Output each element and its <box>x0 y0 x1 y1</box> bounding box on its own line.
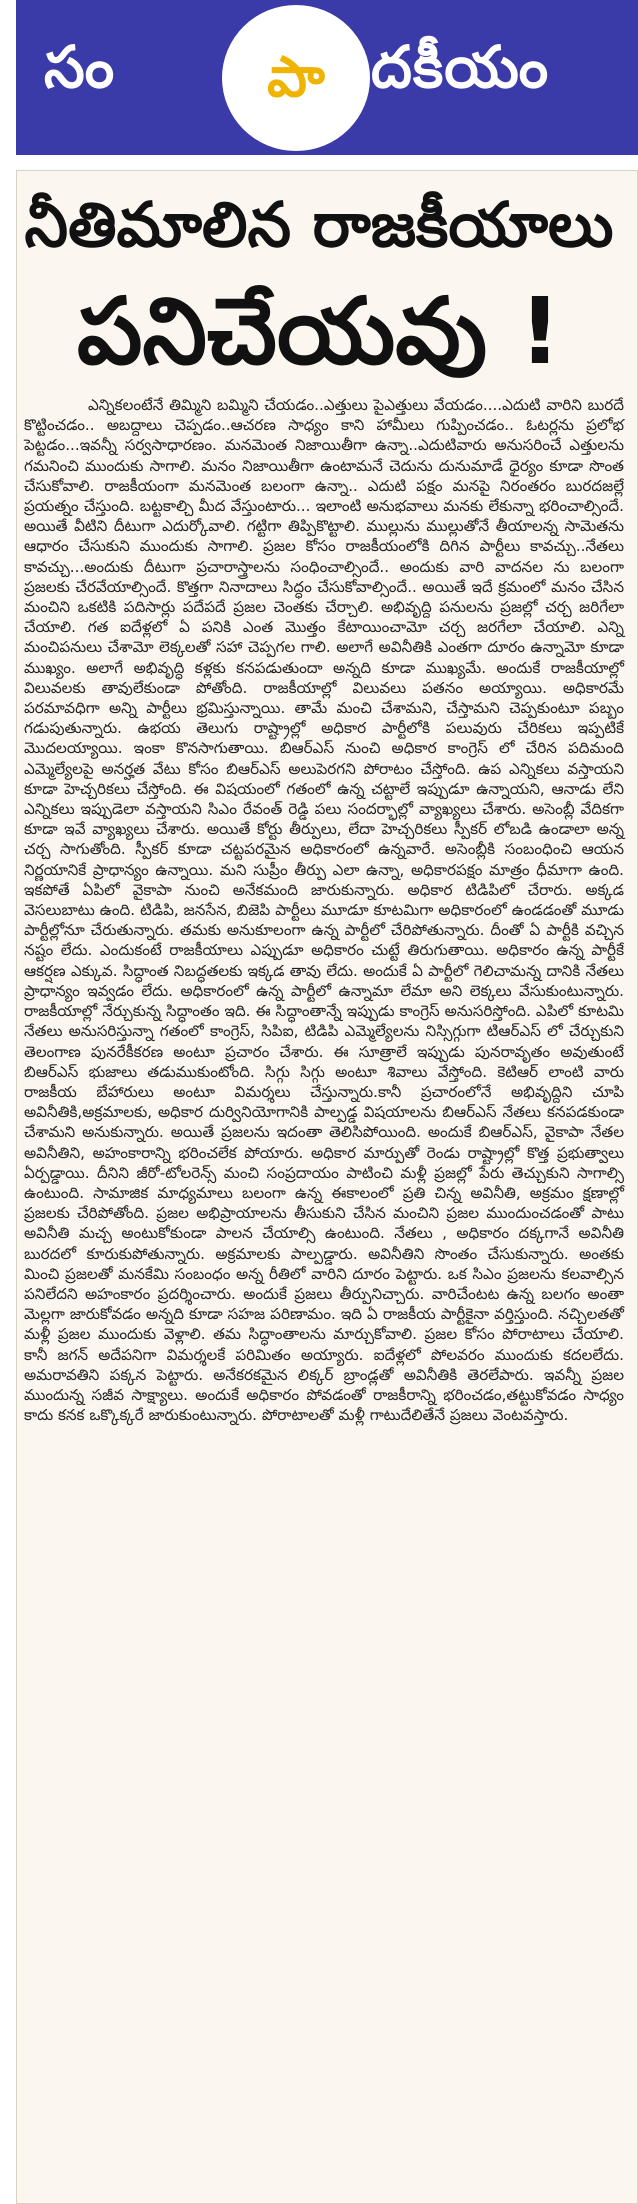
masthead-text-middle: పా <box>267 45 325 110</box>
masthead-text-left: సం <box>44 33 116 101</box>
masthead-circle-emblem <box>222 5 370 151</box>
headline-line-2: పనిచేయవు ! <box>76 278 562 385</box>
headline-line-1: నీతిమాలిన రాజకీయాలు <box>24 188 614 261</box>
article-body <box>24 395 624 1425</box>
article-paragraph: ఎన్నికలంటేనే తిమ్మిని బమ్మిని చేయడం..ఎత్తులు పైఎత్తులు వేయడం....ఎదుటి వారిని బురదే కొట్టించడం.. అబద్దాలు చెప్పడం..ఆచరణ సాధ్యం కాని హామీలు గుప్పించడం.. ఓటర్లను ప్రలోభ పెట్టడం...ఇవన్నీ సర్వసాధారణం. మనమెంత నిజాయితీగా ఉన్నా..ఎదుటివారు అనుసరించే ఎత్తులను గమనించి ముందుకు సాగాలి. మనం నిజాయితీగా ఉంటామనే చెదును దునుమాడే ధైర్యం కూడా సొంత చేసుకోవాలి. రాజకీయంగా మనమెంత బలంగా ఉన్నా.. ఎదుటి పక్షం మనపై నిరంతరం బురదజల్లే ప్రయత్నం చేస్తుంది. బట్టకాల్చి మీద వేస్తుంటారు... ఇలాంటి అనుభవాలు మనకు లేకున్నా భరించాల్సిందే. అయితే వీటిని దీటుగా ఎదుర్కోవాలి. గట్టిగా తిప్పికొట్టాలి. ముల్లును ముల్లుతోనే తీయాలన్న సామెతను ఆధారం చేసుకుని ముందుకు సాగాలి. ప్రజల కోసం రాజకీయంలోకి దిగిన పార్టీలు కావచ్చు..నేతలు కావచ్చు...అందుకు దీటుగా ప్రచారాస్త్రాలను సంధించాల్సిందే.. అందుకు వారి వాదనల ను బలంగా ప్రజలకు చేరవేయాల్సిందే. కొత్తగా నినాదాలు సిద్ధం చేసుకోవాల్సిందే.. అయితే ఇదే క్రమంలో మనం చేసిన మంచిని ఒకటికి పదిసార్లు పదేపదే ప్రజల చెంతకు చేర్చాలి. అభివృద్ది పనులను ప్రజల్లో చర్చ జరిగేలా చేయాలి. గత ఐదేళ్లలో ఏ పనికి ఎంత మొత్తం కేటాయించామో చర్చ జరగేలా చేయాలి. ఎన్ని మంచిపనులు చేశామో లెక్కలతో సహా చెప్పగల గాలి. అలాగే అవినీతికి ఎంతగా దూరం ఉన్నామో కూడా ముఖ్యం. అలాగే అభివృద్ధి కళ్లకు కనపడుతుందా అన్నది కూడా ముఖ్యమే. అందుకే రాజకీయాల్లో విలువలకు తావులేకుండా పోతోంది. రాజకీయాల్లో విలువలు పతనం అయ్యాయి. అధికారమే పరమావధిగా అన్ని పార్టీలు భ్రమిస్తున్నాయి. తామే మంచి చేశామని, చేస్తామని చెప్పకుంటూ పబ్బం గడుపుతున్నారు. ఉభయ తెలుగు రాష్ట్రాల్లో అధికార పార్టీలోకి పలువురు చేరికలు ఇప్పటికే మొదలయ్యాయి. ఇంకా కొనసాగుతాయి. బిఆర్ఎస్ నుంచి అధికార కాంగ్రెస్ లో చేరిన పదిమంది ఎమ్మెల్యేలపై అనర్హత వేటు కోసం బిఆర్ఎస్ అలుపెరగని పోరాటం చేస్తోంది. ఉప ఎన్నికలు వస్తాయని కూడా హెచ్చరికలు చేస్తోంది. ఈ విషయంలో గతంలో ఉన్న చట్టాలే ఇప్పుడూ ఉన్నాయని, ఆనాడు లేని ఎన్నికలు ఇప్పుడెలా వస్తాయని సిఎం రేవంత్ రెడ్డి పలు సందర్భాల్లో వ్యాఖ్యలు చేశారు. అసెంబ్లీ వేదికగా కూడా ఇవే వ్యాఖ్యలు చేశారు. అయితే కోర్టు తీర్పులు, లేదా హెచ్చరికలు స్పీకర్ లోబడి ఉండాలా అన్న చర్చ సాగుతోంది. స్పీకర్ కూడా చట్టపరమైన అధికారంలో ఉన్నవారే. అసెంబ్లీకి సంబంధించి ఆయన నిర్ణయానికే ప్రాధాన్యం ఉన్నాయి. మని సుప్రీం తీర్పు ఎలా ఉన్నా, అధికారపక్షం మాత్రం ధీమాగా ఉంది. ఇకపోతే ఏపిలో వైకాపా నుంచి అనేకమంది జారుకున్నారు. అధికార టిడిపిలో చేరారు. అక్కడ వెసలుబాటు ఉంది. టిడిపి, జనసేన, బిజెపి పార్టీలు మూడూ కూటమిగా అధికారంలో ఉండడంతో మూడు పార్టీల్లోనూ చేరుతున్నారు. తమకు అనుకూలంగా ఉన్న పార్టీలో చేరిపోతున్నారు. దీంతో ఏ పార్టీకి వచ్చిన నష్టం లేదు. ఎందుకంటే రాజకీయాలు ఎప్పుడూ అధికారం చుట్టే తిరుగుతాయి. అధికారం ఉన్న పార్టీకే ఆకర్షణ ఎక్కువ. సిద్ధాంత నిబద్ధతలకు ఇక్కడ తావు లేదు. అందుకే ఏ పార్టీలో గెలిచామన్న దానికి నేతలు ప్రాధాన్యం ఇవ్వడం లేదు. అధికారంలో ఉన్న పార్టీలో ఉన్నామా లేమా అని లెక్కలు వేసుకుంటున్నారు. రాజకీయాల్లో నేర్చుకున్న సిద్ధాంతం ఇది. ఈ సిద్ధాంతాన్నే ఇప్పుడు కాంగ్రెస్ అనుసరిస్తోంది. ఎపిలో కూటమి నేతలు అనుసరిస్తున్నా గతంలో కాంగ్రెస్, సిపిఐ, టిడిపి ఎమ్మెల్యేలను నిస్సిగ్గుగా టిఆర్ఎస్ లో చేర్చుకుని తెలంగాణ పునరేకీకరణ అంటూ ప్రచారం చేశారు. ఈ సూత్రాలే ఇప్పుడు పునరావృతం అవుతుంటే బిఆర్ఎస్ భుజాలు తడుముకుంటోంది. సిగ్గు సిగ్గు అంటూ శివాలు వేస్తోంది. కెటిఆర్ లాంటి వారు రాజకీయ బేహారులు అంటూ విమర్శలు చేస్తున్నారు.కానీ ప్రచారంలోనే అభివృద్దిని చూపి అవినీతికి,అక్రమాలకు, అధికార దుర్వినియోగానికి పాల్పడ్డ విషయాలను బిఆర్ఎస్ నేతలు కనపడకుండా చేశామని అనుకున్నారు. అయితే ప్రజలను ఇదంతా తెలిసిపోయింది. అందుకే బిఆర్ఎస్, వైకాపా నేతల అవినీతిని, అహంకారాన్ని భరించలేక పోయారు. అధికార మార్పుతో రెండు రాష్ట్రాల్లో కొత్త ప్రభుత్వాలు ఏర్పడ్డాయి. దీనిని జీరో-టోలరెన్స్ మంచి సంప్రదాయం పాటించి మళ్లీ ప్రజల్లో పేరు తెచ్చుకుని సాగాల్సి ఉంటుంది. సామాజిక మాధ్యమాలు బలంగా ఉన్న ఈకాలంలో ప్రతి చిన్న అవినీతి, అక్రమం క్షణాల్లో ప్రజలకు చేరిపోతోంది. ప్రజల అభిప్రాయాలను తీసుకుని చేసిన మంచిని ప్రజల ముందుంచడంతో పాటు అవినీతి మచ్చ అంటుకోకుండా పాలన చేయాల్సి ఉంటుంది. నేతలు , అధికారం దక్కగానే అవినీతి బురదలో కూరుకుపోతున్నారు. అక్రమాలకు పాల్పడ్డారు. అవినీతిని సొంతం చేసుకున్నారు. అంతకు మించి ప్రజలతో మనకేమి సంబంధం అన్న రీతిలో వారిని దూరం పెట్టారు. ఒక సిఎం ప్రజలను కలవాల్సిన పనిలేదని అహంకారం ప్రదర్శించారు. అందుకే ప్రజలు తీర్పునిచ్చారు. వారిచేంటట ఉన్న బలగం అంతా మెల్లగా జారుకోవడం అన్నది కూడా సహజ పరిణామం. ఇది ఏ రాజకీయ పార్టీకైనా వర్తిస్తుంది. నచ్చిలతతో మళ్లీ ప్రజల ముందుకు వెళ్లాలి. తమ సిద్ధాంతాలను మార్చుకోవాలి. ప్రజల కోసం పోరాటాలు చేయాలి. కానీ జగన్ అదేపనిగా విమర్శలకే పరిమితం అయ్యారు. ఐదేళ్లలో పోలవరం ముందుకు కదలలేదు. అమరావతిని పక్కన పెట్టారు. అనేకరకమైన లిక్కర్ బ్రాండ్లతో అవినీతికి తెరలేపారు. ఇవన్నీ ప్రజల ముందున్న సజీవ సాక్ష్యాలు. అందుకే అధికారం పోవడంతో రాజకీరాన్ని భరించడం,తట్టుకోవడం సాధ్యం కాదు కనక ఒక్కొక్కరే జారుకుంటున్నారు. పోరాటాలతో మళ్లీ గాటుదేలితేనే ప్రజలు వెంటవస్తారు. <box>24 396 624 1425</box>
masthead-text-right: దకీయం <box>371 33 550 101</box>
masthead-banner <box>16 0 638 155</box>
